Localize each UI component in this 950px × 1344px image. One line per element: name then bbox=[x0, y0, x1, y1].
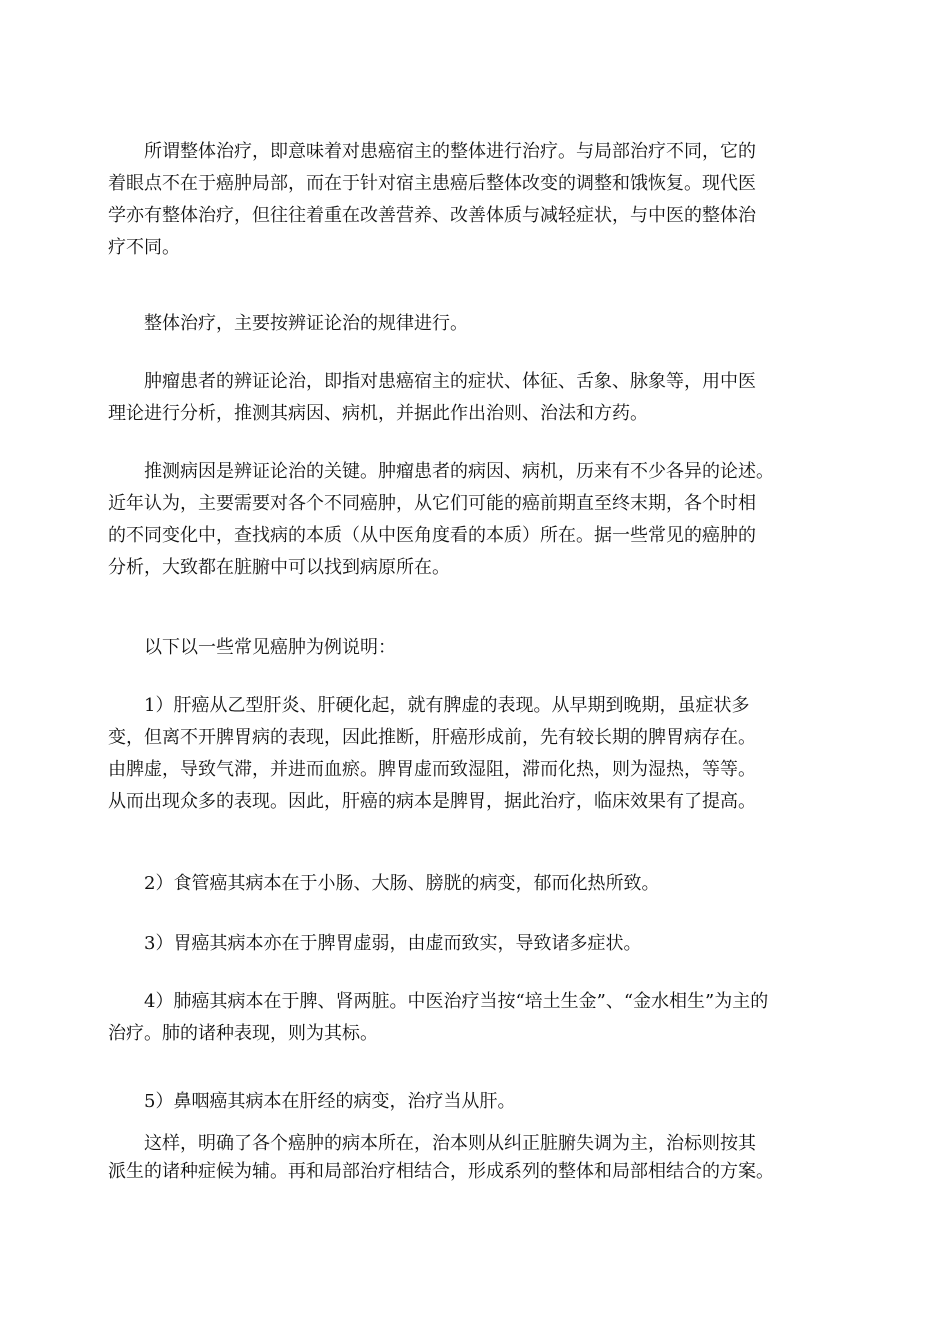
text-line: 变，但离不开脾胃病的表现，因此推断，肝癌形成前，先有较长期的脾胃病存在。 bbox=[108, 727, 756, 748]
paragraph-stomach-cancer bbox=[108, 928, 842, 960]
text-line: 治疗。肺的诸种表现，则为其标。 bbox=[108, 1023, 378, 1044]
text-line: 近年认为，主要需要对各个不同癌肿，从它们可能的癌前期直至终末期，各个时相 bbox=[108, 493, 756, 514]
text-line: 以下以一些常见癌肿为例说明： bbox=[144, 637, 396, 658]
paragraph-lung-cancer bbox=[108, 986, 842, 1050]
text-line: 5）鼻咽癌其病本在肝经的病变，治疗当从肝。 bbox=[144, 1091, 516, 1112]
text-line: 派生的诸种症候为辅。再和局部治疗相结合，形成系列的整体和局部相结合的方案。 bbox=[108, 1161, 774, 1182]
text-line: 推测病因是辨证论治的关键。肿瘤患者的病因、病机，历来有不少各异的论述。 bbox=[144, 461, 774, 482]
text-line: 整体治疗，主要按辨证论治的规律进行。 bbox=[144, 313, 468, 334]
text-line: 由脾虚，导致气滞，并进而血瘀。脾胃虚而致湿阻，滞而化热，则为湿热，等等。 bbox=[108, 759, 756, 780]
text-line: 分析，大致都在脏腑中可以找到病原所在。 bbox=[108, 557, 450, 578]
text-line: 着眼点不在于癌肿局部，而在于针对宿主患癌后整体改变的调整和饿恢复。现代医 bbox=[108, 173, 756, 194]
text-line: 从而出现众多的表现。因此，肝癌的病本是脾胃，据此治疗，临床效果有了提高。 bbox=[108, 791, 756, 812]
text-line: 学亦有整体治疗，但往往着重在改善营养、改善体质与减轻症状，与中医的整体治 bbox=[108, 205, 756, 226]
paragraph-liver-cancer bbox=[108, 690, 842, 818]
text-line: 4）肺癌其病本在于脾、肾两脏。中医治疗当按“培土生金”、“金水相生”为主的 bbox=[144, 991, 769, 1012]
text-line: 这样，明确了各个癌肿的病本所在，治本则从纠正脏腑失调为主，治标则按其 bbox=[144, 1133, 756, 1154]
text-line: 1）肝癌从乙型肝炎、肝硬化起，就有脾虚的表现。从早期到晚期，虽症状多 bbox=[144, 695, 750, 716]
text-line: 3）胃癌其病本亦在于脾胃虚弱，由虚而致实，导致诸多症状。 bbox=[144, 933, 642, 954]
text-line: 疗不同。 bbox=[108, 237, 180, 258]
text-line: 的不同变化中，查找病的本质（从中医角度看的本质）所在。据一些常见的癌肿的 bbox=[108, 525, 756, 546]
paragraph-holistic-treatment-rule bbox=[108, 308, 842, 340]
paragraph-conclusion bbox=[108, 1130, 842, 1186]
paragraph-nasopharyngeal-cancer bbox=[108, 1086, 842, 1118]
text-line: 所谓整体治疗，即意味着对患癌宿主的整体进行治疗。与局部治疗不同，它的 bbox=[144, 141, 756, 162]
text-line: 2）食管癌其病本在于小肠、大肠、膀胱的病变，郁而化热所致。 bbox=[144, 873, 660, 894]
paragraph-etiology-key bbox=[108, 456, 842, 584]
paragraph-esophageal-cancer bbox=[108, 868, 842, 900]
paragraph-syndrome-differentiation bbox=[108, 366, 842, 430]
paragraph-holistic-treatment-definition bbox=[108, 136, 842, 264]
text-line: 理论进行分析，推测其病因、病机，并据此作出治则、治法和方药。 bbox=[108, 403, 648, 424]
paragraph-examples-intro bbox=[108, 632, 842, 664]
text-line: 肿瘤患者的辨证论治，即指对患癌宿主的症状、体征、舌象、脉象等，用中医 bbox=[144, 371, 756, 392]
